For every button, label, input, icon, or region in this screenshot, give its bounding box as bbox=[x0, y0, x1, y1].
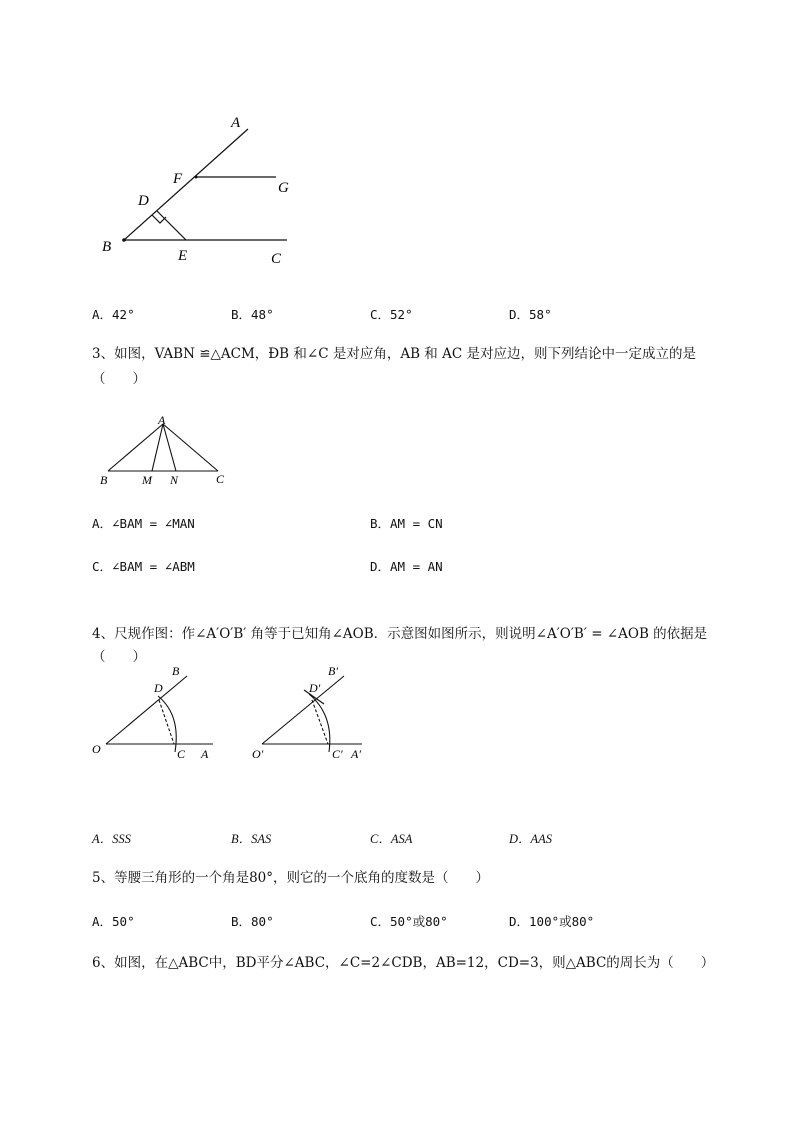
q3-option-b: B．AM = CN bbox=[370, 516, 443, 531]
label-f: F bbox=[173, 171, 183, 187]
label-g: G bbox=[278, 180, 289, 196]
label-c: C bbox=[271, 251, 282, 267]
q5-option-a: A．50° bbox=[92, 914, 135, 929]
label-b: B bbox=[100, 473, 108, 487]
label-c: C bbox=[216, 472, 225, 486]
q4-text-line2: （ ） bbox=[92, 649, 146, 665]
q2-option-d: D．58° bbox=[509, 307, 552, 322]
label-o: O bbox=[92, 742, 101, 756]
label-b-prime: B′ bbox=[328, 664, 338, 678]
q3-text-line2: （ ） bbox=[92, 371, 146, 387]
label-c-prime: C′ bbox=[332, 747, 343, 761]
label-n: N bbox=[170, 473, 179, 487]
label-a: A bbox=[201, 747, 209, 761]
q3-text-line1: 3、如图，VABN ≌△ACM，ÐB 和∠C 是对应角，AB 和 AC 是对应边，则下列结论中一定成立的是 bbox=[92, 346, 696, 362]
q5-option-c: C．50°或80° bbox=[370, 914, 448, 929]
label-e: E bbox=[178, 248, 188, 264]
q2-option-b: B．48° bbox=[231, 307, 274, 322]
q4-option-c: C．ASA bbox=[370, 832, 413, 846]
q2-option-a: A．42° bbox=[92, 307, 135, 322]
label-d-prime: D′ bbox=[309, 681, 321, 695]
label-a-prime: A′ bbox=[351, 747, 361, 761]
figure-q2 bbox=[95, 105, 325, 275]
q3-option-a: A．∠BAM = ∠MAN bbox=[92, 516, 195, 531]
q5-text: 5、等腰三角形的一个角是80°，则它的一个底角的度数是（ ） bbox=[92, 870, 490, 886]
q4-option-d: D．AAS bbox=[509, 832, 553, 846]
q5-option-d: D．100°或80° bbox=[509, 914, 595, 929]
right-angle-mark bbox=[152, 215, 166, 223]
label-m: M bbox=[142, 473, 152, 487]
figure-q3 bbox=[95, 412, 235, 492]
q4-option-b: B．SAS bbox=[231, 832, 272, 846]
q3-option-c: C．∠BAM = ∠ABM bbox=[92, 559, 195, 574]
label-b: B bbox=[172, 664, 180, 678]
q4-text-line1: 4、尺规作图：作∠A′O′B′ 角等于已知角∠AOB．示意图如图所示，则说明∠A′O′B′ = ∠AOB 的依据是 bbox=[92, 626, 708, 642]
q6-text: 6、如图，在△ABC中，BD平分∠ABC，∠C=2∠CDB，AB=12，CD=3，则△ABC的周长为（ ） bbox=[92, 955, 715, 971]
figure-q4-right bbox=[246, 660, 386, 770]
label-o-prime: O′ bbox=[252, 747, 264, 761]
figure-q4-left bbox=[88, 660, 228, 770]
label-c: C bbox=[177, 747, 186, 761]
label-d: D bbox=[138, 193, 149, 209]
q2-option-c: C．52° bbox=[370, 307, 413, 322]
label-a: A bbox=[231, 115, 241, 131]
q3-option-d: D．AM = AN bbox=[370, 559, 443, 574]
line-ba bbox=[124, 129, 248, 240]
q5-option-b: B．80° bbox=[231, 914, 274, 929]
label-b: B bbox=[102, 239, 112, 255]
line-de bbox=[157, 211, 186, 240]
label-d: D bbox=[154, 681, 163, 695]
q4-option-a: A．SSS bbox=[92, 832, 131, 846]
label-a: A bbox=[158, 413, 166, 427]
